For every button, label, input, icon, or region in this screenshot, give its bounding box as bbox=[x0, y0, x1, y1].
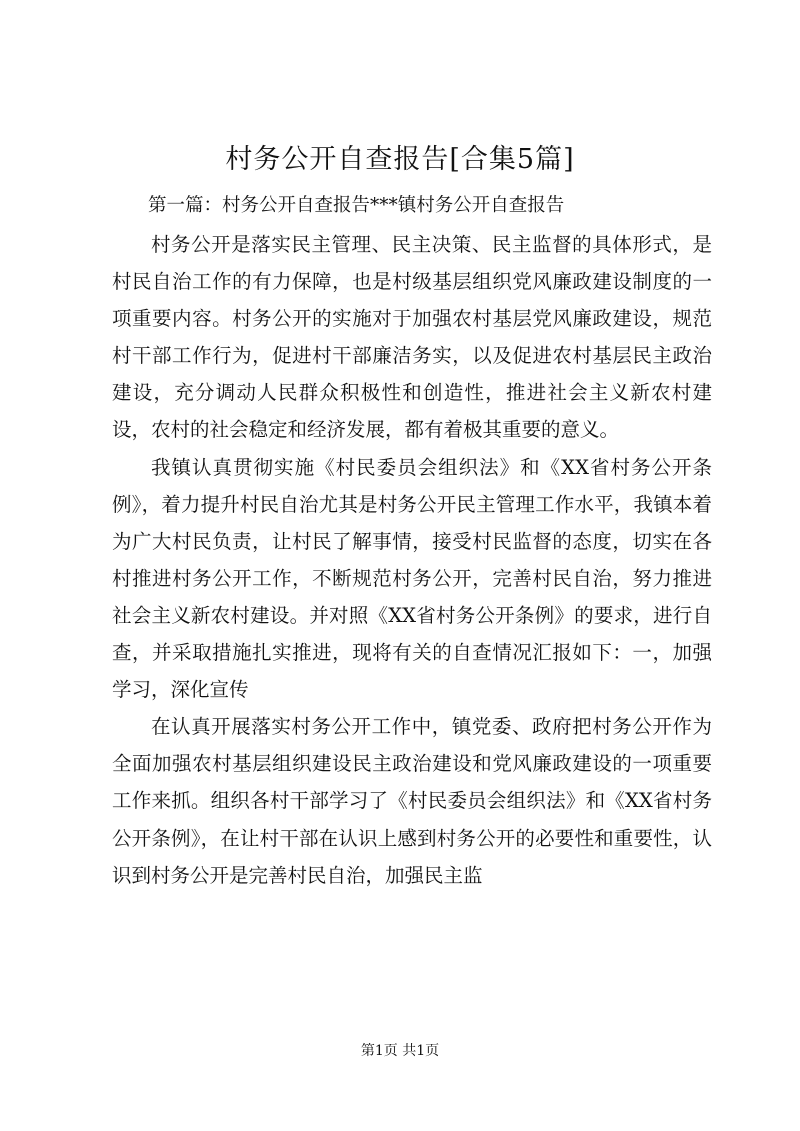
page-footer: 第1页 共1页 bbox=[360, 1043, 440, 1059]
document-title: 村务公开自查报告[合集5篇] bbox=[225, 144, 575, 175]
body-paragraph: 村务公开是落实民主管理、民主决策、民主监督的具体形式，是村民自治工作的有力保障，也是村级基层组织党风廉政建设制度的一项重要内容。村务公开的实施对于加强农村基层党风廉政建设，规范村干部工作行为，促进村干部廉洁务实，以及促进农村基层民主政治建设，充分调动人民群众积极性和创造性，推进社会主义新农村建设，农村的社会稳定和经济发展，都有着极其重要的意义。 bbox=[112, 233, 712, 442]
body-paragraph: 在认真开展落实村务公开工作中，镇党委、政府把村务公开作为全面加强农村基层组织建设民主政治建设和党风廉政建设的一项重要工作来抓。组织各村干部学习了《村民委员会组织法》和《XX省村务公开条例》，在让村干部在认识上感到村务公开的必要性和重要性，认识到村务公开是完善村民自治，加强民主监 bbox=[112, 715, 712, 887]
document-body bbox=[112, 226, 712, 894]
document-subtitle: 第一篇：村务公开自查报告***镇村务公开自查报告 bbox=[148, 195, 565, 216]
body-paragraph: 我镇认真贯彻实施《村民委员会组织法》和《XX省村务公开条例》，着力提升村民自治尤其是村务公开民主管理工作水平，我镇本着为广大村民负责，让村民了解事情，接受村民监督的态度，切实在各村推进村务公开工作，不断规范村务公开，完善村民自治，努力推进社会主义新农村建设。并对照《XX省村务公开条例》的要求，进行自查，并采取措施扎实推进，现将有关的自查情况汇报如下：一，加强学习，深化宣传 bbox=[112, 455, 712, 702]
